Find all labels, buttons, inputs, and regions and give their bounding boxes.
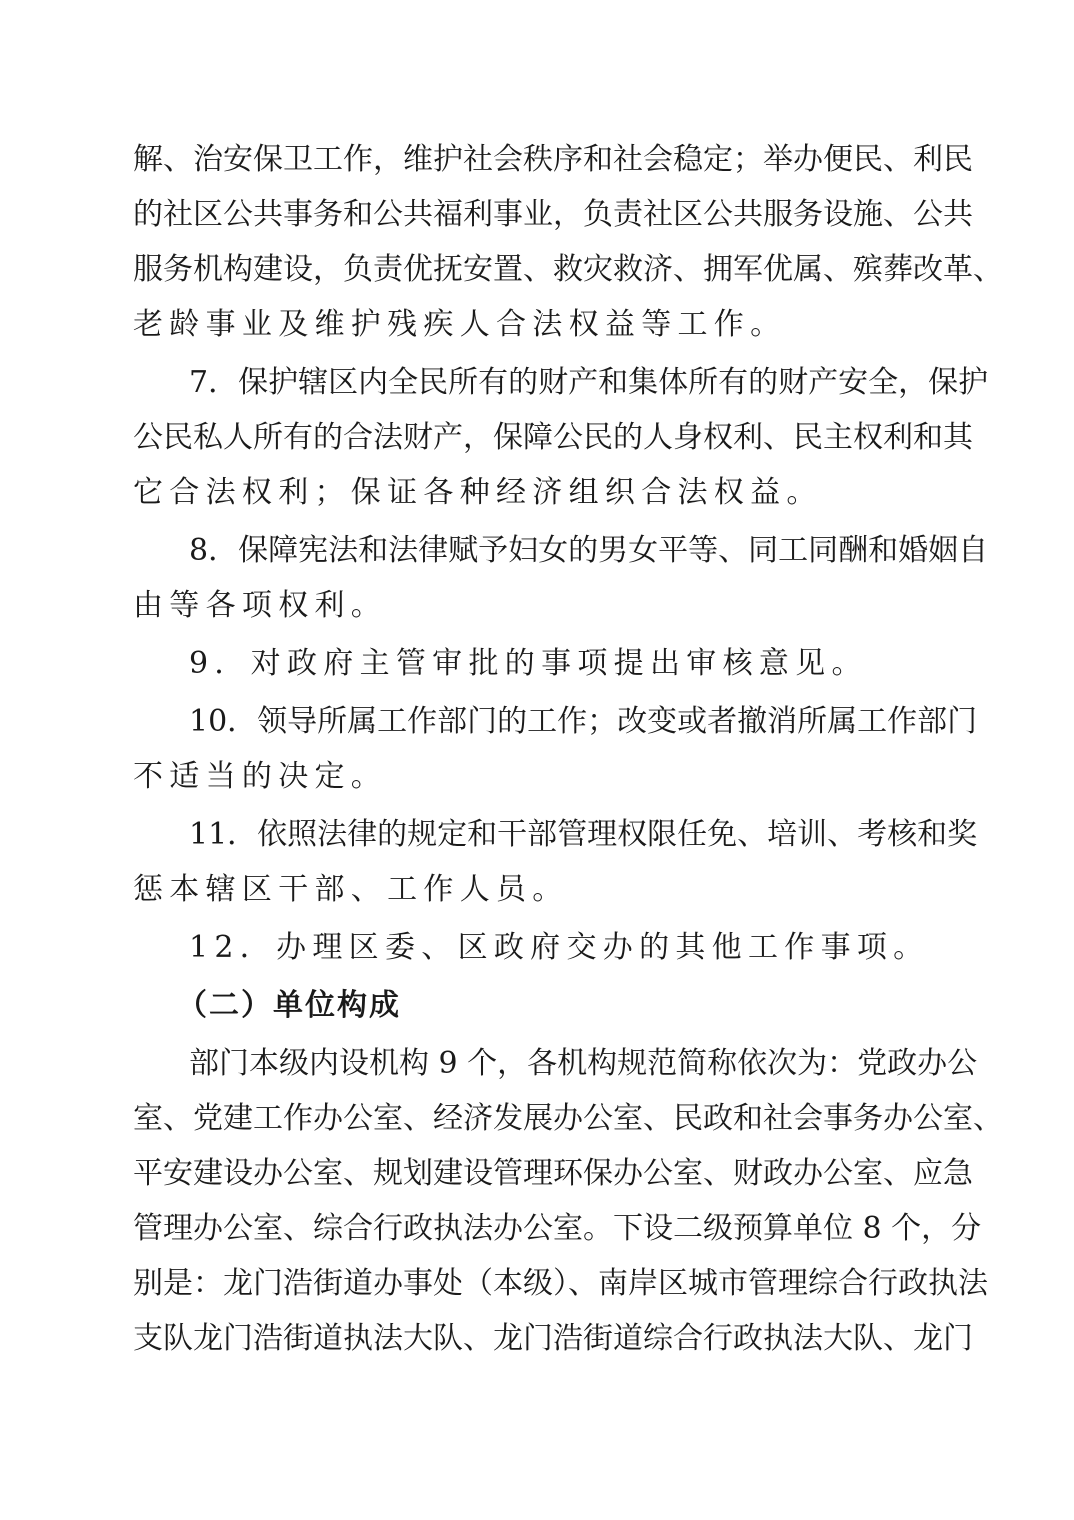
text-line: 室、党建工作办公室、经济发展办公室、民政和社会事务办公室、: [133, 1101, 1003, 1136]
text-line: 别是：龙门浩街道办事处（本级）、南岸区城市管理综合行政执法: [133, 1266, 988, 1301]
text-line: 老龄事业及维护残疾人合法权益等工作。: [133, 307, 787, 342]
text-line: 由等各项权利。: [133, 588, 388, 623]
text-line: 管理办公室、综合行政执法办公室。下设二级预算单位 8 个，分: [133, 1211, 982, 1246]
text-line: 11．依照法律的规定和干部管理权限任免、培训、考核和奖: [189, 817, 978, 852]
text-line: 12．办理区委、区政府交办的其他工作事项。: [189, 930, 930, 965]
text-line: 10．领导所属工作部门的工作；改变或者撤消所属工作部门: [189, 704, 978, 739]
text-line: 服务机构建设，负责优抚安置、救灾救济、拥军优属、殡葬改革、: [133, 252, 1003, 287]
text-line: 的社区公共事务和公共福利事业，负责社区公共服务设施、公共: [133, 197, 973, 232]
text-line: 惩本辖区干部、工作人员。: [133, 872, 569, 907]
text-line: 它合法权利；保证各种经济组织合法权益。: [133, 475, 823, 510]
text-line: 部门本级内设机构 9 个，各机构规范简称依次为：党政办公: [189, 1046, 978, 1081]
text-line: 不适当的决定。: [133, 759, 388, 794]
text-line: 公民私人所有的合法财产，保障公民的人身权利、民主权利和其: [133, 420, 973, 455]
text-line: 7．保护辖区内全民所有的财产和集体所有的财产安全，保护: [189, 365, 989, 400]
section-heading: （二）单位构成: [177, 988, 401, 1023]
text-line: 8．保障宪法和法律赋予妇女的男女平等、同工同酬和婚姻自: [189, 533, 989, 568]
text-line: 平安建设办公室、规划建设管理环保办公室、财政办公室、应急: [133, 1156, 973, 1191]
text-line: 解、治安保卫工作，维护社会秩序和社会稳定；举办便民、利民: [133, 142, 973, 177]
text-line: 9．对政府主管审批的事项提出审核意见。: [189, 646, 868, 681]
text-line: 支队龙门浩街道执法大队、龙门浩街道综合行政执法大队、龙门: [133, 1321, 973, 1356]
